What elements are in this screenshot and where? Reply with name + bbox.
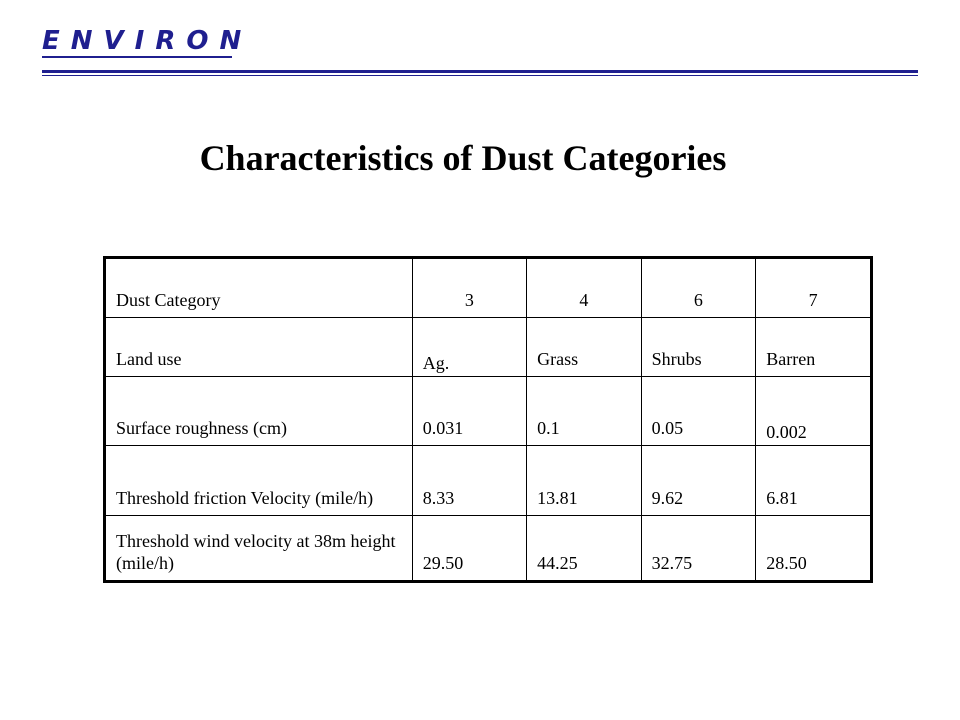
table-cell: Shrubs [641, 318, 756, 377]
header-rule-thin [42, 75, 918, 76]
table-row-dust-category [105, 258, 872, 318]
table-cell: 0.002 [756, 377, 872, 446]
row-label: Threshold wind velocity at 38m height (mile/h) [105, 516, 413, 582]
environ-logo [42, 26, 253, 58]
table-cell: 8.33 [412, 446, 526, 516]
table-cell: 7 [756, 258, 872, 318]
dust-categories-table [103, 256, 873, 583]
row-label: Land use [105, 318, 413, 377]
row-label: Threshold friction Velocity (mile/h) [105, 446, 413, 516]
table-cell: 6 [641, 258, 756, 318]
table-cell: Ag. [412, 318, 526, 377]
row-label: Surface roughness (cm) [105, 377, 413, 446]
table-cell: 6.81 [756, 446, 872, 516]
row-label: Dust Category [105, 258, 413, 318]
table-row-threshold-wind-velocity [105, 516, 872, 582]
table-cell: 28.50 [756, 516, 872, 582]
table-cell: 3 [412, 258, 526, 318]
table-cell: 0.1 [527, 377, 641, 446]
table-cell: 4 [527, 258, 641, 318]
table-row-surface-roughness [105, 377, 872, 446]
table-cell: Grass [527, 318, 641, 377]
logo-text: ENVIRON [42, 26, 253, 56]
table-row-threshold-friction-velocity [105, 446, 872, 516]
logo-underline [42, 56, 232, 58]
table-cell: 29.50 [412, 516, 526, 582]
table-cell: 44.25 [527, 516, 641, 582]
header-rule-thick [42, 70, 918, 73]
page-title: Characteristics of Dust Categories [199, 138, 727, 178]
table-cell: 32.75 [641, 516, 756, 582]
table-cell: 0.031 [412, 377, 526, 446]
table-cell: 9.62 [641, 446, 756, 516]
table-row-land-use [105, 318, 872, 377]
table-cell: Barren [756, 318, 872, 377]
table-cell: 13.81 [527, 446, 641, 516]
table-cell: 0.05 [641, 377, 756, 446]
